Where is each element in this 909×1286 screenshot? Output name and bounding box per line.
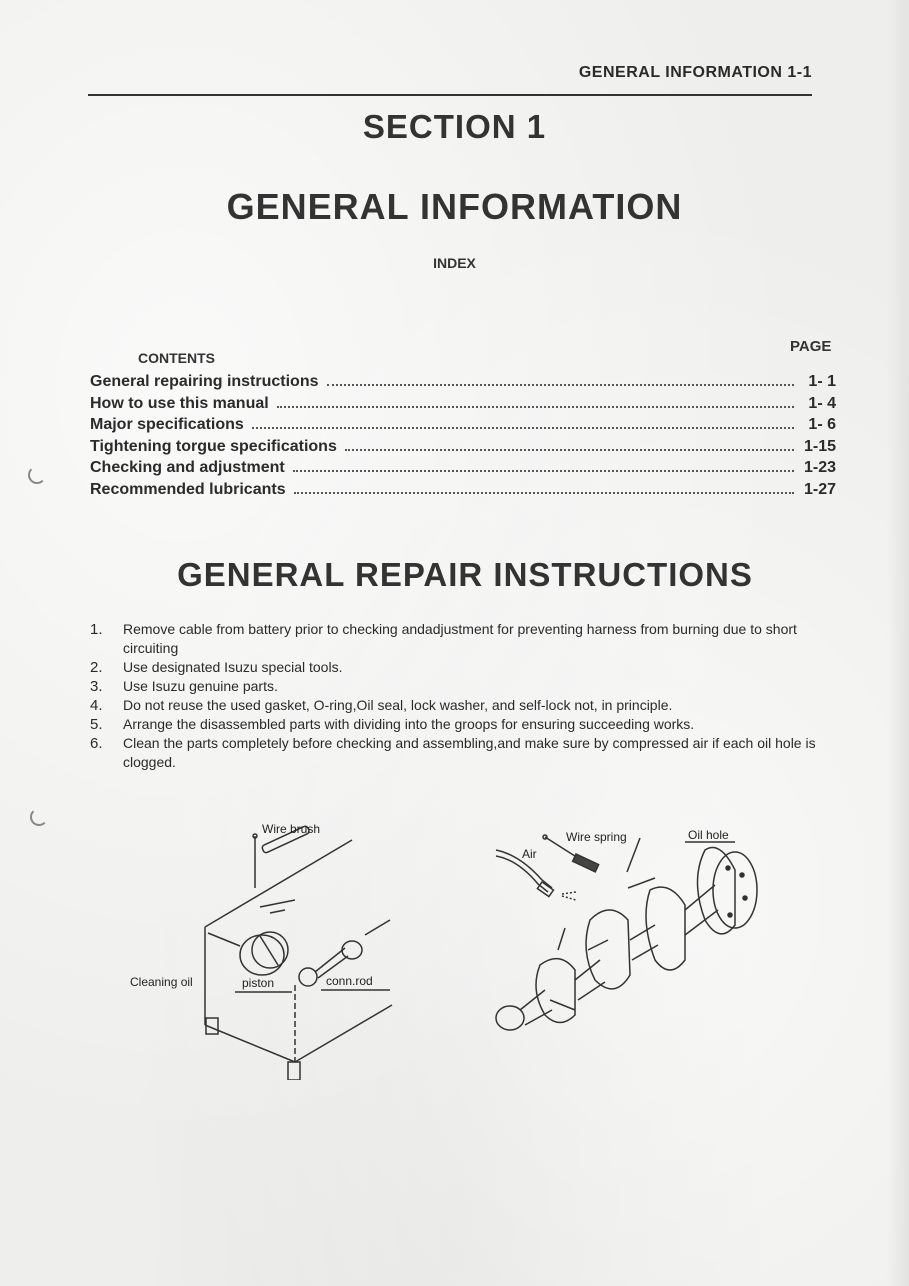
toc-entry [90,481,836,503]
instruction-text: Do not reuse the used gasket, O-ring,Oil seal, lock washer, and self-lock not, in principle. [123,697,673,713]
instruction-item [90,696,840,715]
instruction-item [90,658,840,677]
instruction-number: 5. [90,716,103,733]
toc-entry [90,373,836,395]
toc-entry-label: General repairing instructions [90,373,319,390]
instruction-text: Use designated Isuzu special tools. [123,659,343,675]
instruction-text: Arrange the disassembled parts with dividing into the groops for ensuring succeeding works. [123,716,695,732]
binder-hole-mark [28,466,46,484]
wire-brush-label: Wire brush [262,822,321,836]
leader-dots [277,405,794,408]
piston-label: piston [242,976,275,990]
instruction-number: 6. [90,735,103,752]
cleaning-tank-drawing [120,810,420,1080]
instruction-item [90,734,840,772]
index-heading: INDEX [433,255,476,271]
toc-entry-page: 1-15 [803,437,836,455]
instruction-number: 1. [90,621,103,638]
toc-entry-page: 1-23 [803,459,836,476]
leader-dots [293,469,794,472]
toc-entry [90,416,836,438]
toc-entry-label: Checking and adjustment [90,459,285,476]
instruction-item [90,677,840,696]
page-header [88,62,812,96]
toc-entry-label: Recommended lubricants [90,480,286,498]
cleaning-tank-illustration [120,810,420,1080]
chapter-title: GENERAL INFORMATION [226,186,683,227]
header-title: GENERAL INFORMATION 1-1 [578,64,812,81]
instruction-text: Clean the parts completely before checking and assembling,and make sure by compressed air if each oil hole is clogged. [123,735,816,770]
instruction-text: Use Isuzu genuine parts. [123,678,278,694]
crankshaft-drawing [480,810,780,1050]
contents-heading: CONTENTS [138,350,215,366]
leader-dots [327,383,795,386]
wire-spring-label: Wire spring [566,830,627,844]
instruction-item [90,715,840,734]
leader-dots [294,491,794,494]
toc-entry-label: Major specifications [90,416,244,433]
section-title: SECTION 1 [362,108,547,145]
toc-entry-page: 1- 6 [808,416,836,433]
page-column-heading: PAGE [790,338,832,355]
toc-entry [90,395,836,417]
instruction-number: 2. [90,659,103,676]
repair-instructions-list [90,620,840,772]
repair-instructions-title: GENERAL REPAIR INSTRUCTIONS [177,556,753,593]
leader-dots [345,448,794,451]
toc-entry-page: 1- 1 [808,373,836,390]
binder-hole-mark [30,808,48,826]
instruction-number: 4. [90,697,103,714]
conn-rod-label: conn.rod [326,974,373,988]
air-label: Air [522,847,537,861]
instruction-item [90,620,840,658]
crankshaft-illustration [480,810,780,1050]
toc-entry-page: 1-27 [803,480,836,498]
instruction-number: 3. [90,678,103,695]
toc-entry [90,459,836,481]
table-of-contents [90,373,836,502]
toc-entry-page: 1- 4 [808,394,836,412]
toc-entry [90,438,836,460]
leader-dots [252,426,794,429]
oil-hole-label: Oil hole [688,828,729,842]
cleaning-oil-label: Cleaning oil [130,975,193,989]
toc-entry-label: How to use this manual [90,394,269,412]
toc-entry-label: Tightening torgue specifications [90,437,337,455]
instruction-text: Remove cable from battery prior to checking andadjustment for preventing harness from burning due to short circuiting [123,621,797,656]
